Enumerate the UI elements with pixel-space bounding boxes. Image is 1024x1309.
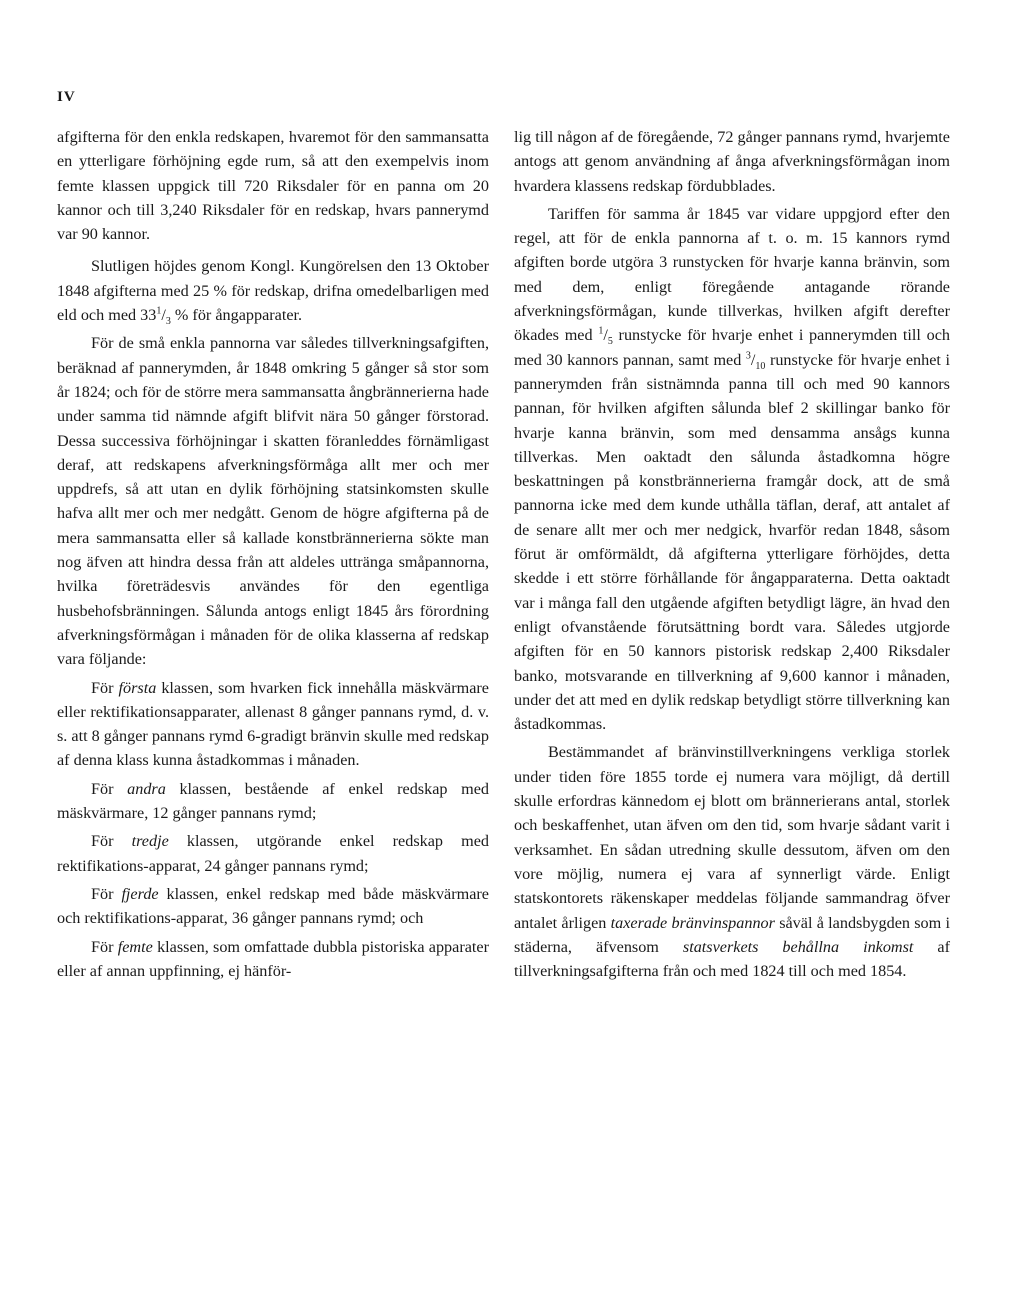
paragraph [57,829,489,878]
text-span: Bestämmandet af bränvinstillverkningens verkliga storlek under tiden före 1855 torde ej numera vara möjligt, då dertill skulle erfordras kännedom ej blott om brännerierans antal, storlek och beskaffenhet, utan äfven om den tid, som hvarje sådant varit i verksamhet. En sådan utredning skulle dessutom, äfven om den vore möjlig, numera ej vara af synnerligt värde. Enligt statskontorets räkenskaper meddelas följande sammandrag öfver antalet årligen [514,743,950,932]
fraction-numerator: 1 [598,325,604,337]
text-span: klassen, enkel redskap med både mäskvärmare och rektifikations-apparat, 36 gånger pannans rymd; och [57,884,489,928]
italic-term: tredje [131,832,169,851]
paragraph [57,676,489,773]
paragraph: afgifterna för den enkla redskapen, hvaremot för den sammansatta en ytterligare förhöjning egde rum, så att den exempelvis inom femte klassen uppgick till 720 Riksdaler för en panna om 20 kannor och till 3,240 Riksdaler för en redskap, hvars pannerymd var 90 kannor. [57,128,489,244]
page-number: IV [57,89,76,105]
text-span: För [91,779,128,798]
italic-term: första [118,678,157,697]
fraction-numerator: 1 [156,305,162,317]
fraction-numerator: 3 [745,350,751,362]
italic-term: taxerade bränvinspannor [610,913,775,932]
paragraph [57,935,489,984]
left-column [57,125,489,983]
text-span: För [91,884,122,903]
text-span: såväl å landsbygden som i städerna, äfvensom [514,913,950,956]
text-span: klassen, som omfattade dubbla pistoriska apparater eller af annan uppfinning, ej hänför- [57,937,489,980]
fraction-denominator: 3 [165,316,171,328]
text-span: Slutligen höjdes genom Kongl. Kungörelsen den 13 Oktober 1848 afgifterna med 25 % för redskap, drifna omedelbarligen med eld och med 33 [57,257,489,325]
text-span: klassen, utgörande enkel redskap med rektifikations-apparat, 24 gånger pannans rymd; [57,832,489,875]
paragraph: För de små enkla pannorna var således tillverkningsafgiften, beräknad af pannerymden, år 1848 omkring 5 gånger så stor som år 1824; och för de större mera sammansatta ångbrännerierna hade under samma tid nämnde afgift blifvit nära 50 gånger förstorad. Dessa successiva förhöjningar i skatten föranleddes förnämligast deraf, att redskapens afverkningsförmåga allt mer och mer uppdrefs, så att utan en dylik förhöjning statsinkomsten skulle hafva allt mer och mer nedgått. Genom de högre afgifterna på de mera sammansatta eller så kallade konstbrännerierna sökte man nog äfven att hindra dessa från att aldeles uttränga småpannorna, hvilka företrädesvis användes för den egentliga husbehofsbränningen. Sålunda antogs enligt 1845 års förordning afverkningsförmågan i månaden för de olika klasserna af redskap vara följande: [57,334,489,669]
text-span: klassen, som hvarken fick innehålla mäskvärmare eller rektifikationsapparater, allenast 8 gånger pannans rymd, d. v. s. att 8 gånger pannans rymd 6-gradigt bränvin skulle med redskap af denna klass kunna åstadkommas i månaden. [57,678,490,770]
text-span: klassen, bestående af enkel redskap med mäskvärmare, 12 gånger pannans rymd; [57,779,489,823]
right-column [514,125,950,983]
text-span: För [91,937,118,956]
paragraph: lig till någon af de föregående, 72 gånger pannans rymd, hvarjemte antogs att genom användning af ånga afverkningsförmågan inom hvardera klassens redskap fördubblades. [514,128,950,195]
text-span: Tariffen för samma år 1845 var vidare uppgjord efter den regel, att för de enkla pannorna af t. o. m. 15 kannors rymd afgiften borde utgöra 3 runstycken för hvarje kanna bränvin, som med dem, enligt föregående antagande rörande afverkningsförmågan, kunde tillverkas, hvilken afgift derefter ökades med [514,204,950,345]
text-span: runstycke för hvarje enhet i pannerymden till och med 30 kannors pannan, samt med [514,326,951,369]
italic-term: fjerde [121,884,159,903]
paragraph: Slutligen höjdes genom Kongl. Kungörelsen den 13 Oktober 1848 afgifterna med 25 % för redskap, drifna omedelbarligen med eld och med $33^1/_3$ % för ångapparater. [57,257,489,328]
paragraph [57,777,489,826]
text-span: af tillverkningsafgifterna från och med 1824 till och med 1854. [514,937,951,981]
text-span: För [91,832,132,851]
paragraph [514,740,950,983]
italic-term: statsverkets behållna inkomst [682,937,914,956]
italic-term: femte [117,937,153,956]
paragraph [57,882,489,931]
paragraph: Tariffen för samma år 1845 var vidare uppgjord efter den regel, att för de enkla pannorna af t. o. m. 15 kannors rymd afgiften borde utgöra 3 runstycken för hvarje kanna bränvin, som med dem, enligt föregående antagande rörande afverkningsförmågan, kunde tillverkas, hvilken afgift derefter ökades med $^1/_5$ runstycke för hvarje enhet i pannerymden till och med 30 kannors pannan, samt med $^3/_{10}$ runstycke för hvarje enhet i pannerymden från sistnämnda panna till och med 90 kannors pannan, för hvilken afgiften sålunda blef 2 skillingar banko för hvarje kanna bränvin, som med densamma ansågs kunna tillverkas. Men oaktadt den sålunda åstadkomna högre beskattningen på konstbrännerierna framgår dock, att de små pannorna icke med dem kunde uthålla täflan, deraf, att antalet af de senare allt mer och mer nedgick, hvarför redan 1848, såsom förut är omförmäldt, då afgifterna ytterligare förhöjdes, detta skedde i ett större förhållande för ångapparaterna. Detta oaktadt var i många fall den utgående afgiften betydligt lägre, än hvad den enligt ofvanstående förutsättning bordt vara. Således utgjorde afgiften för en 50 kannors pistorisk redskap 2,400 Riksdaler banko, motsvarande en tillverkning af 9,600 kannor i månaden, under det att med en dylik redskap betydligt större tillverkning kan åstadkommas. [514,204,951,734]
fraction-denominator: 10 [755,360,766,372]
text-span: % för ångapparater. [170,306,303,325]
italic-term: andra [127,779,166,798]
text-span: För [91,678,119,697]
fraction-denominator: 5 [607,336,613,348]
text-span: runstycke för hvarje enhet i pannerymden från sistnämnda panna till och med 90 kannors pannan, för hvilken afgiften sålunda blef 2 skillingar banko för hvarje kanna bränvin, som med densamma ansågs kunna tillverkas. Men oaktadt den sålunda åstadkomna högre beskattningen på konstbrännerierna framgår dock, att de små pannorna icke med dem kunde uthålla täflan, deraf, att antalet af de senare allt mer och mer nedgick, hvarför redan 1848, såsom förut är omförmäldt, då afgifterna ytterligare förhöjdes, detta skedde i ett större förhållande för ångapparaterna. Detta oaktadt var i många fall den utgående afgiften betydligt lägre, än hvad den enligt ofvanstående förutsättning bordt vara. Således utgjorde afgiften för en 50 kannors pistorisk redskap 2,400 Riksdaler banko, motsvarande en tillverkning af 9,600 kannor i månaden, under det att med en dylik redskap betydligt större tillverkning kan åstadkommas. [514,350,950,734]
